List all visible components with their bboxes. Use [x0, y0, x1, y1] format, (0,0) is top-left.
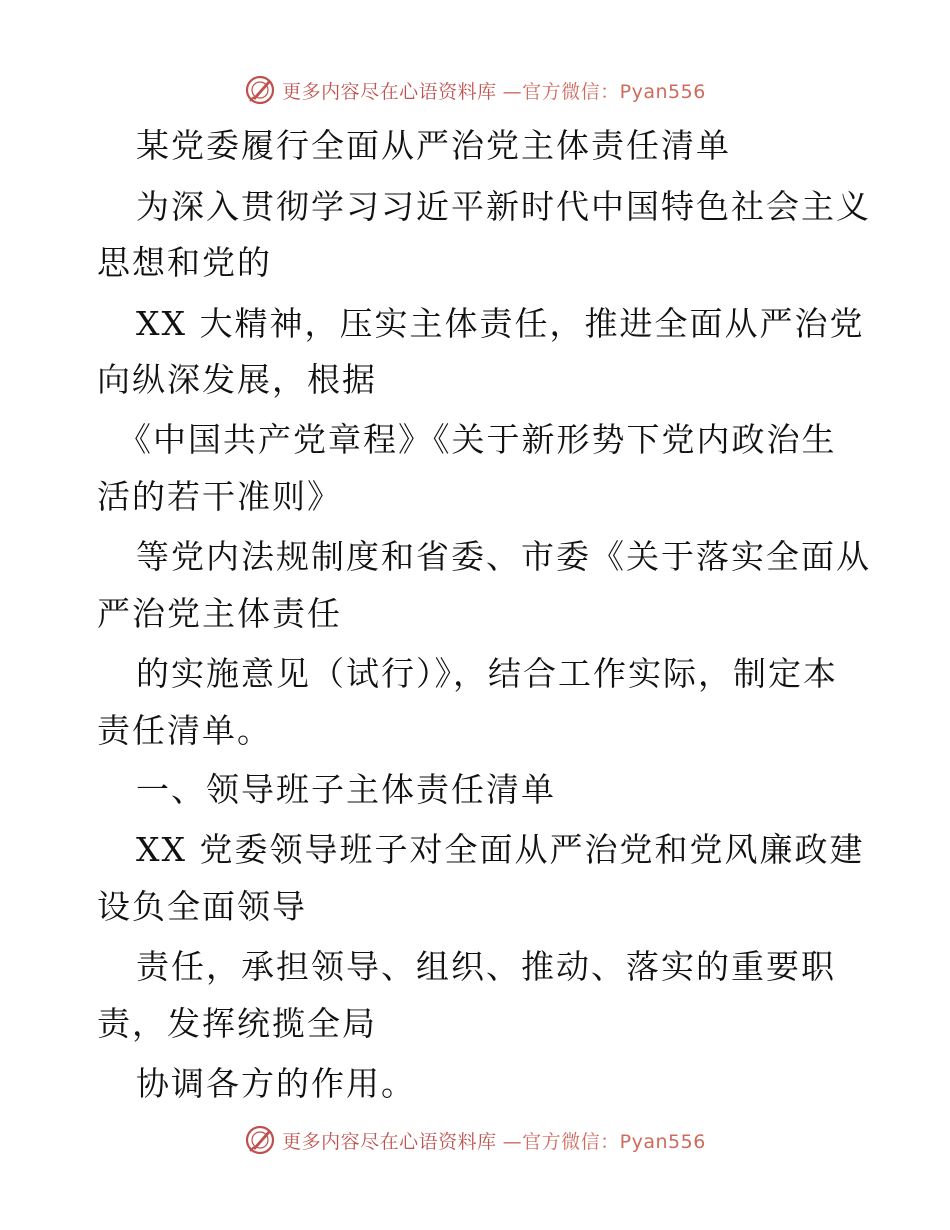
header-watermark — [0, 70, 950, 110]
paragraph-line: 等党内法规制度和省委、市委《关于落实全面从 — [136, 537, 871, 576]
paragraph-line: 向纵深发展，根据 — [97, 360, 377, 399]
paragraph-line: 思想和党的 — [97, 243, 272, 282]
paragraph-line: 责，发挥统揽全局 — [97, 1004, 377, 1043]
paragraph-line: XX 大精神，压实主体责任，推进全面从严治党 — [136, 304, 865, 343]
quill-pen-logo-icon — [244, 1124, 276, 1156]
watermark-site-text: 更多内容尽在心语资料库 — [282, 80, 497, 103]
quill-pen-logo-icon — [244, 74, 276, 106]
watermark-site-text: 更多内容尽在心语资料库 — [282, 1130, 497, 1153]
watermark-contact-text: —官方微信：Pyan556 — [502, 1130, 706, 1153]
paragraph-line: 的实施意见（试行）》，结合工作实际，制定本 — [136, 654, 838, 693]
paragraph-line: 为深入贯彻学习习近平新时代中国特色社会主义 — [136, 187, 871, 226]
paragraph-line: 严治党主体责任 — [97, 594, 342, 633]
section-heading: 一、领导班子主体责任清单 — [136, 770, 556, 809]
paragraph-line: 责任，承担领导、组织、推动、落实的重要职 — [136, 947, 836, 986]
paragraph-line: XX 党委领导班子对全面从严治党和党风廉政建 — [136, 830, 865, 869]
paragraph-line: 协调各方的作用。 — [136, 1064, 416, 1103]
paragraph-line: 《中国共产党章程》《关于新形势下党内政治生 — [118, 420, 837, 459]
paragraph-line: 责任清单。 — [97, 711, 272, 750]
paragraph-line: 设负全面领导 — [97, 887, 307, 926]
paragraph-line: 活的若干准则》 — [97, 477, 342, 516]
document-title: 某党委履行全面从严治党主体责任清单 — [136, 126, 731, 165]
footer-watermark — [0, 1120, 950, 1160]
watermark-contact-text: —官方微信：Pyan556 — [502, 80, 706, 103]
